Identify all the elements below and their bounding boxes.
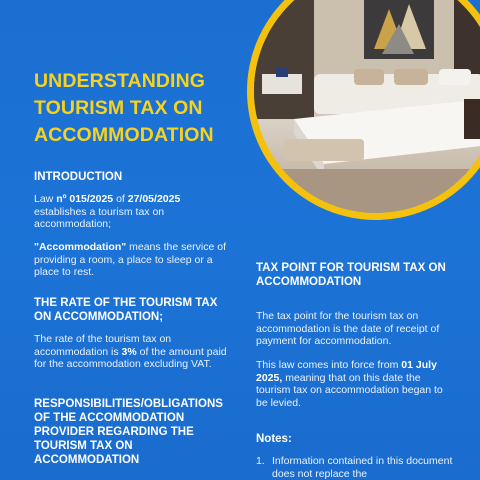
hotel-room-illustration — [254, 0, 480, 213]
rate-paragraph — [34, 333, 234, 371]
law-number: nº 015/2025 — [56, 193, 114, 205]
page-title: UNDERSTANDING TOURISM TAX ON ACCOMMODATION — [34, 70, 214, 146]
photo-frame — [247, 0, 480, 220]
tax-point-p2-tail: meaning that on this date the tourism tax on accommodation began to be levied. — [256, 371, 443, 409]
intro-p1-of: of — [113, 193, 128, 205]
rate-value: 3% — [121, 345, 137, 358]
note-item — [256, 455, 456, 480]
tax-point-p2-text: This law comes into force from — [256, 359, 402, 371]
introduction-paragraph-1 — [34, 193, 229, 231]
law-date: 27/05/2025 — [127, 193, 181, 205]
responsibilities-heading: RESPONSIBILITIES/OBLIGATIONS OF THE ACCOMMODATION PROVIDER REGARDING THE TOURISM TAX ON ACCOMMODATION — [34, 398, 223, 466]
rate-text: The rate of the tourism tax on accommodation is — [34, 333, 172, 358]
notes-heading: Notes: — [256, 433, 292, 445]
rate-tail: of the amount paid for the accommodation excluding VAT. — [34, 345, 227, 370]
effective-date: 01 July 2025, — [256, 359, 437, 384]
note-number: 1. — [256, 455, 265, 467]
tax-point-paragraph-2 — [256, 359, 456, 409]
tax-point-paragraph-1: The tax point for the tourism tax on accommodation is the date of receipt of payment for accommodation. — [256, 310, 440, 347]
introduction-heading: INTRODUCTION — [34, 171, 123, 183]
notes-list — [256, 455, 456, 480]
note-text: Information contained in this document does not replace the — [272, 455, 453, 480]
intro-p1-tail: establishes a tourism tax on accommodation; — [34, 205, 165, 230]
introduction-paragraph-2 — [34, 241, 229, 279]
tax-point-heading: TAX POINT FOR TOURISM TAX ON ACCOMMODATION — [256, 262, 446, 288]
intro-p1-text: Law — [34, 193, 57, 205]
accommodation-definition: means the service of providing a room, a place to sleep or a place to rest. — [34, 241, 227, 278]
rate-heading: THE RATE OF THE TOURISM TAX ON ACCOMMODATION; — [34, 297, 218, 323]
accommodation-term: "Accommodation" — [34, 241, 127, 253]
hotel-room-photo — [254, 0, 480, 213]
